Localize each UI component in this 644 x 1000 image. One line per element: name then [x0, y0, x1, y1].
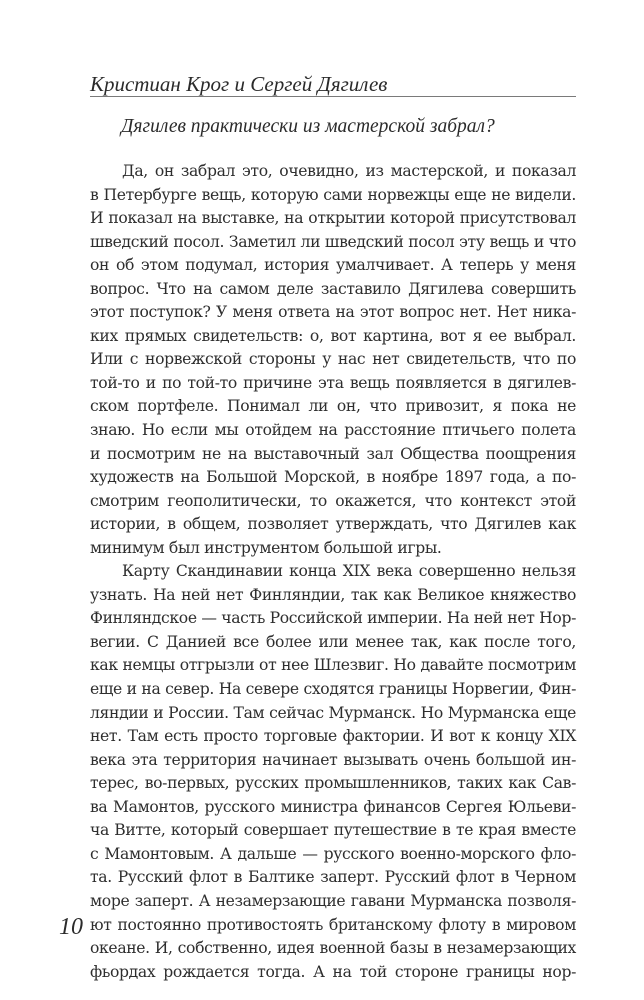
text-line: Да, он забрал это, очевидно, из мастерской, и показал [122, 162, 576, 180]
text-line: ва Мамонтов, русского министра финансов Сергея Юльеви- [90, 797, 576, 816]
text-line: И показал на выставке, на открытии которой присутствовал [90, 209, 576, 228]
text-line: этот поступок? У меня ответа на этот вопрос нет. Нет ника- [90, 303, 576, 322]
text-line: ких прямых свидетельств: о, вот картина, вот я ее выбрал. [90, 326, 576, 345]
text-line: Или с норвежской стороны у нас нет свидетельств, что по [90, 350, 576, 369]
text-line: терес, во-первых, русских промышленников, таких как Сав- [90, 774, 576, 793]
running-head: Кристиан Крог и Сергей Дягилев [90, 72, 388, 96]
text-line: он об этом подумал, история умалчивает. А теперь у меня [90, 256, 576, 275]
text-line: шведский посол. Заметил ли шведский посол эту вещь и что [90, 232, 576, 251]
text-line: еще и на север. На севере сходятся границы Норвегии, Фин- [90, 680, 576, 699]
text-line: ча Витте, который совершает путешествие в те края вместе [90, 821, 576, 840]
body-text [90, 160, 576, 984]
text-line: фьордах рождается тогда. А на той стороне границы нор- [90, 962, 576, 981]
text-line: смотрим геополитически, то окажется, что контекст этой [90, 491, 576, 510]
text-line: океане. И, собственно, идея военной базы в незамерзающих [90, 939, 576, 958]
text-line: той-то и по той-то причине эта вещь появляется в дягилев- [90, 373, 576, 392]
paragraph-1 [90, 160, 576, 560]
text-line: ском портфеле. Понимал ли он, что привозит, я пока не [90, 397, 576, 416]
text-line: истории, в общем, позволяет утверждать, что Дягилев как [90, 515, 576, 534]
text-line: ют постоянно противостоять британскому флоту в мировом [90, 915, 576, 934]
text-line: та. Русский флот в Балтике заперт. Русский флот в Черном [90, 868, 576, 887]
text-line: ляндии и России. Там сейчас Мурманск. Но Мурманска еще [90, 703, 576, 722]
header-rule [90, 96, 576, 97]
text-line: века эта территория начинает вызывать очень большой ин- [90, 750, 576, 769]
text-line: с Мамонтовым. А дальше — русского военно-морского фло- [90, 844, 576, 863]
text-line: узнать. На ней нет Финляндии, так как Великое княжество [90, 585, 576, 604]
text-line: море заперт. А незамерзающие гавани Мурманска позволя- [90, 891, 576, 910]
text-line: знаю. Но если мы отойдем на расстояние птичьего полета [90, 421, 576, 440]
text-line: Карту Скандинавии конца XIX века совершенно нельзя [122, 562, 576, 581]
interviewer-question: Дягилев практически из мастерской забрал? [121, 116, 495, 137]
text-line: и посмотрим не на выставочный зал Общества поощрения [90, 444, 576, 463]
text-line: вегии. С Данией все более или менее так, как после того, [90, 632, 576, 651]
text-line: Финляндское — часть Российской империи. На ней нет Нор- [90, 609, 576, 628]
text-line: вопрос. Что на самом деле заставило Дягилева совершить [90, 279, 576, 298]
text-line: минимум был инструментом большой игры. [90, 538, 442, 557]
text-line: в Петербурге вещь, которую сами норвежцы еще не видели. [90, 185, 576, 204]
text-line: художеств на Большой Морской, в ноябре 1897 года, а по- [90, 468, 576, 487]
paragraph-2 [90, 560, 576, 984]
text-line: как немцы отгрызли от нее Шлезвиг. Но давайте посмотрим [90, 656, 576, 675]
page-number: 10 [59, 914, 83, 940]
text-line: нет. Там есть просто торговые фактории. И вот к концу XIX [90, 727, 576, 746]
